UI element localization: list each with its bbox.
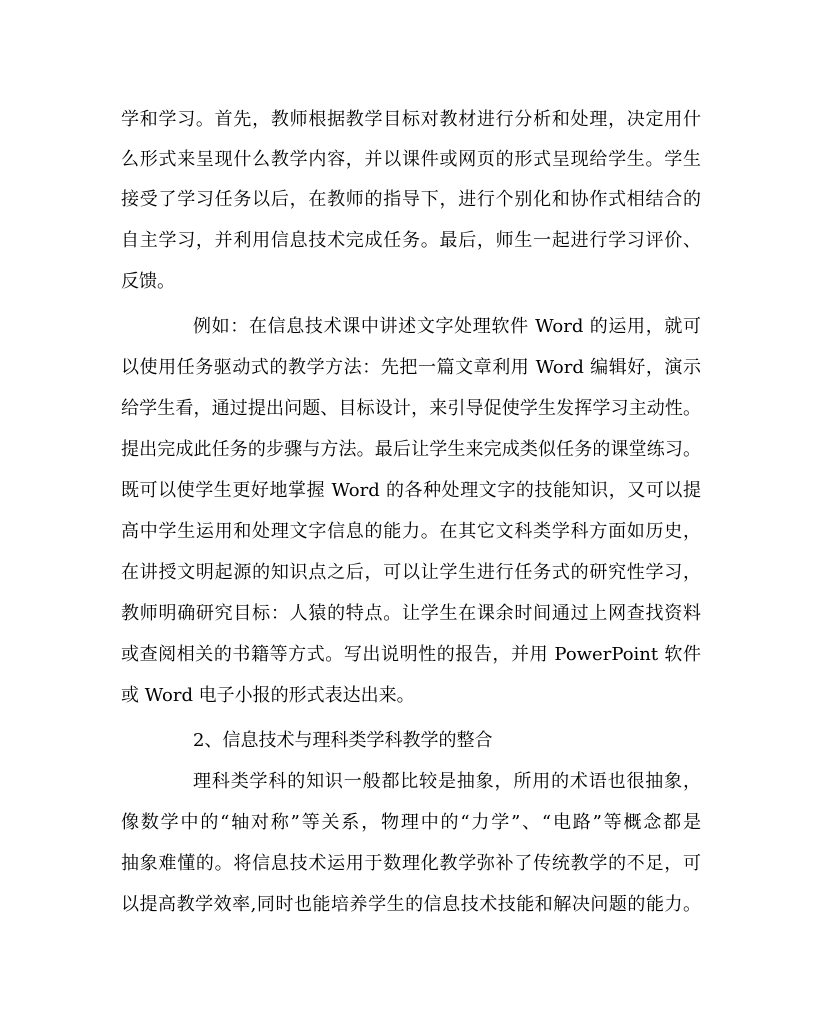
paragraph-line: 在讲授文明起源的知识点之后，可以让学生进行任务式的研究性学习， xyxy=(121,562,701,583)
paragraph-line: 么形式来呈现什么教学内容，并以课件或网页的形式呈现给学生。学生 xyxy=(121,149,701,170)
section-heading: 2、信息技术与理科类学科教学的整合 xyxy=(193,730,493,751)
paragraph-line: 或 Word 电子小报的形式表达出来。 xyxy=(121,685,415,706)
paragraph-line: 或查阅相关的书籍等方式。写出说明性的报告，并用 PowerPoint 软件 xyxy=(121,644,701,665)
paragraph-line: 学和学习。首先，教师根据教学目标对教材进行分析和处理，决定用什 xyxy=(121,109,701,130)
paragraph-line: 接受了学习任务以后，在教师的指导下，进行个别化和协作式相结合的 xyxy=(121,189,701,210)
paragraph-line: 抽象难懂的。将信息技术运用于数理化教学弥补了传统教学的不足，可 xyxy=(121,853,701,874)
paragraph-line: 提出完成此任务的步骤与方法。最后让学生来完成类似任务的课堂练习。 xyxy=(121,439,701,460)
paragraph-line: 给学生看，通过提出问题、目标设计，来引导促使学生发挥学习主动性。 xyxy=(121,398,701,419)
paragraph-line: 自主学习，并利用信息技术完成任务。最后，师生一起进行学习评价、 xyxy=(121,230,701,251)
paragraph-line: 例如：在信息技术课中讲述文字处理软件 Word 的运用，就可 xyxy=(193,316,701,337)
paragraph-line: 像数学中的“轴对称”等关系，物理中的“力学”、“电路”等概念都是 xyxy=(121,812,701,833)
paragraph-line: 反馈。 xyxy=(121,271,175,292)
paragraph-line: 既可以使学生更好地掌握 Word 的各种处理文字的技能知识，又可以提 xyxy=(121,480,701,501)
paragraph-line: 以提高教学效率,同时也能培养学生的信息技术技能和解决问题的能力。 xyxy=(121,894,701,915)
paragraph-line: 以使用任务驱动式的教学方法：先把一篇文章利用 Word 编辑好，演示 xyxy=(121,357,701,378)
paragraph-line: 理科类学科的知识一般都比较是抽象，所用的术语也很抽象， xyxy=(193,771,701,792)
paragraph-line: 高中学生运用和处理文字信息的能力。在其它文科类学科方面如历史， xyxy=(121,521,701,542)
paragraph-line: 教师明确研究目标：人猿的特点。让学生在课余时间通过上网查找资料 xyxy=(121,603,701,624)
